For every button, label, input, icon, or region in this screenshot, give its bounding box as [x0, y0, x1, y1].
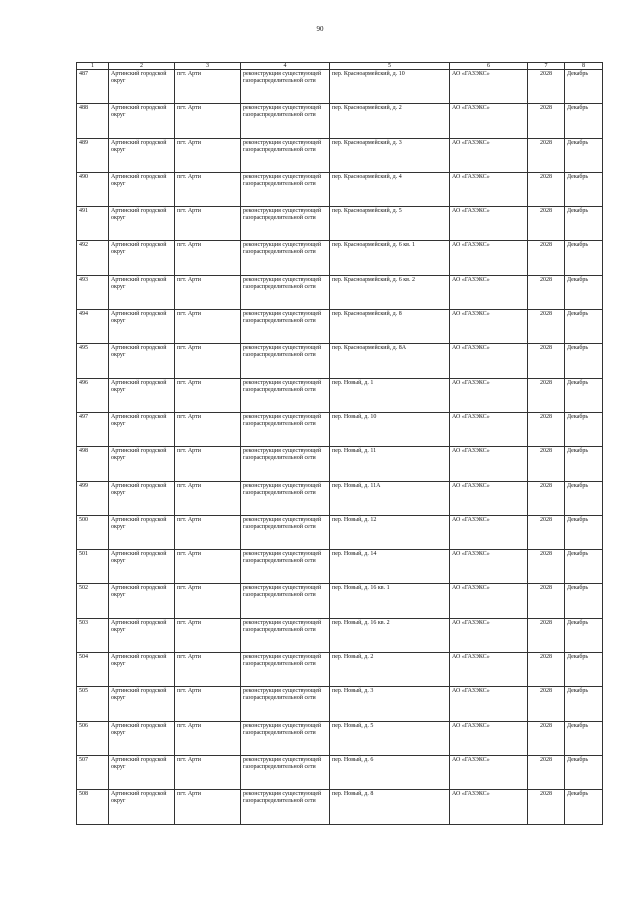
locality-cell: пгт. Арти	[175, 721, 241, 755]
table-row	[77, 584, 603, 618]
organization-cell: АО «ГАЗЭКС»	[450, 687, 528, 721]
district-cell: Артинский городской округ	[109, 550, 175, 584]
locality-cell: пгт. Арти	[175, 207, 241, 241]
row-number-cell: 490	[77, 172, 109, 206]
year-cell: 2028	[528, 412, 565, 446]
address-cell: пер. Красноармейский, д. 8	[330, 310, 450, 344]
work-type-cell: реконструкция существующей газораспределительной сети	[241, 653, 330, 687]
year-cell: 2028	[528, 584, 565, 618]
work-type-cell: реконструкция существующей газораспределительной сети	[241, 584, 330, 618]
district-cell: Артинский городской округ	[109, 104, 175, 138]
organization-cell: АО «ГАЗЭКС»	[450, 653, 528, 687]
work-type-cell: реконструкция существующей газораспределительной сети	[241, 790, 330, 824]
work-type-cell: реконструкция существующей газораспределительной сети	[241, 755, 330, 789]
work-type-cell: реконструкция существующей газораспределительной сети	[241, 344, 330, 378]
table-row	[77, 241, 603, 275]
organization-cell: АО «ГАЗЭКС»	[450, 550, 528, 584]
row-number-cell: 493	[77, 275, 109, 309]
year-cell: 2028	[528, 378, 565, 412]
district-cell: Артинский городской округ	[109, 138, 175, 172]
organization-cell: АО «ГАЗЭКС»	[450, 70, 528, 104]
organization-cell: АО «ГАЗЭКС»	[450, 584, 528, 618]
month-cell: Декабрь	[565, 618, 603, 652]
organization-cell: АО «ГАЗЭКС»	[450, 310, 528, 344]
year-cell: 2028	[528, 241, 565, 275]
organization-cell: АО «ГАЗЭКС»	[450, 104, 528, 138]
locality-cell: пгт. Арти	[175, 755, 241, 789]
row-number-cell: 491	[77, 207, 109, 241]
organization-cell: АО «ГАЗЭКС»	[450, 790, 528, 824]
address-cell: пер. Новый, д. 12	[330, 515, 450, 549]
year-cell: 2028	[528, 172, 565, 206]
address-cell: пер. Новый, д. 16 кв. 1	[330, 584, 450, 618]
district-cell: Артинский городской округ	[109, 687, 175, 721]
locality-cell: пгт. Арти	[175, 584, 241, 618]
table-body	[77, 70, 603, 825]
address-cell: пер. Красноармейский, д. 3	[330, 138, 450, 172]
address-cell: пер. Красноармейский, д. 6 кв. 1	[330, 241, 450, 275]
works-table	[76, 62, 603, 825]
organization-cell: АО «ГАЗЭКС»	[450, 481, 528, 515]
address-cell: пер. Красноармейский, д. 6 кв. 2	[330, 275, 450, 309]
row-number-cell: 498	[77, 447, 109, 481]
organization-cell: АО «ГАЗЭКС»	[450, 755, 528, 789]
table-row	[77, 515, 603, 549]
district-cell: Артинский городской округ	[109, 412, 175, 446]
month-cell: Декабрь	[565, 310, 603, 344]
address-cell: пер. Новый, д. 11А	[330, 481, 450, 515]
table-row	[77, 275, 603, 309]
district-cell: Артинский городской округ	[109, 515, 175, 549]
table-row	[77, 378, 603, 412]
column-number: 7	[528, 63, 565, 70]
locality-cell: пгт. Арти	[175, 515, 241, 549]
locality-cell: пгт. Арти	[175, 550, 241, 584]
column-number-row	[77, 63, 603, 70]
month-cell: Декабрь	[565, 138, 603, 172]
table-row	[77, 412, 603, 446]
address-cell: пер. Новый, д. 1	[330, 378, 450, 412]
work-type-cell: реконструкция существующей газораспределительной сети	[241, 412, 330, 446]
row-number-cell: 500	[77, 515, 109, 549]
organization-cell: АО «ГАЗЭКС»	[450, 721, 528, 755]
month-cell: Декабрь	[565, 481, 603, 515]
table-row	[77, 653, 603, 687]
district-cell: Артинский городской округ	[109, 721, 175, 755]
work-type-cell: реконструкция существующей газораспределительной сети	[241, 481, 330, 515]
column-number: 8	[565, 63, 603, 70]
locality-cell: пгт. Арти	[175, 412, 241, 446]
work-type-cell: реконструкция существующей газораспределительной сети	[241, 447, 330, 481]
district-cell: Артинский городской округ	[109, 344, 175, 378]
year-cell: 2028	[528, 790, 565, 824]
column-number: 4	[241, 63, 330, 70]
column-number: 6	[450, 63, 528, 70]
row-number-cell: 499	[77, 481, 109, 515]
row-number-cell: 507	[77, 755, 109, 789]
locality-cell: пгт. Арти	[175, 138, 241, 172]
work-type-cell: реконструкция существующей газораспределительной сети	[241, 275, 330, 309]
row-number-cell: 489	[77, 138, 109, 172]
row-number-cell: 488	[77, 104, 109, 138]
address-cell: пер. Красноармейский, д. 5	[330, 207, 450, 241]
month-cell: Декабрь	[565, 344, 603, 378]
year-cell: 2028	[528, 344, 565, 378]
year-cell: 2028	[528, 447, 565, 481]
district-cell: Артинский городской округ	[109, 447, 175, 481]
address-cell: пер. Новый, д. 10	[330, 412, 450, 446]
year-cell: 2028	[528, 275, 565, 309]
row-number-cell: 497	[77, 412, 109, 446]
locality-cell: пгт. Арти	[175, 310, 241, 344]
year-cell: 2028	[528, 207, 565, 241]
column-number: 2	[109, 63, 175, 70]
table-row	[77, 790, 603, 824]
month-cell: Декабрь	[565, 207, 603, 241]
month-cell: Декабрь	[565, 653, 603, 687]
table-row	[77, 618, 603, 652]
month-cell: Декабрь	[565, 790, 603, 824]
locality-cell: пгт. Арти	[175, 481, 241, 515]
month-cell: Декабрь	[565, 275, 603, 309]
organization-cell: АО «ГАЗЭКС»	[450, 515, 528, 549]
table-row	[77, 344, 603, 378]
district-cell: Артинский городской округ	[109, 172, 175, 206]
locality-cell: пгт. Арти	[175, 790, 241, 824]
column-number: 3	[175, 63, 241, 70]
month-cell: Декабрь	[565, 515, 603, 549]
row-number-cell: 501	[77, 550, 109, 584]
work-type-cell: реконструкция существующей газораспределительной сети	[241, 687, 330, 721]
district-cell: Артинский городской округ	[109, 275, 175, 309]
row-number-cell: 502	[77, 584, 109, 618]
year-cell: 2028	[528, 104, 565, 138]
month-cell: Декабрь	[565, 447, 603, 481]
work-type-cell: реконструкция существующей газораспределительной сети	[241, 515, 330, 549]
row-number-cell: 496	[77, 378, 109, 412]
district-cell: Артинский городской округ	[109, 755, 175, 789]
address-cell: пер. Новый, д. 2	[330, 653, 450, 687]
work-type-cell: реконструкция существующей газораспределительной сети	[241, 104, 330, 138]
locality-cell: пгт. Арти	[175, 172, 241, 206]
row-number-cell: 506	[77, 721, 109, 755]
row-number-cell: 508	[77, 790, 109, 824]
locality-cell: пгт. Арти	[175, 618, 241, 652]
table-row	[77, 721, 603, 755]
row-number-cell: 495	[77, 344, 109, 378]
year-cell: 2028	[528, 70, 565, 104]
work-type-cell: реконструкция существующей газораспределительной сети	[241, 207, 330, 241]
row-number-cell: 503	[77, 618, 109, 652]
table-row	[77, 70, 603, 104]
work-type-cell: реконструкция существующей газораспределительной сети	[241, 378, 330, 412]
month-cell: Декабрь	[565, 550, 603, 584]
month-cell: Декабрь	[565, 412, 603, 446]
row-number-cell: 494	[77, 310, 109, 344]
table-row	[77, 755, 603, 789]
district-cell: Артинский городской округ	[109, 584, 175, 618]
district-cell: Артинский городской округ	[109, 241, 175, 275]
work-type-cell: реконструкция существующей газораспределительной сети	[241, 618, 330, 652]
work-type-cell: реконструкция существующей газораспределительной сети	[241, 721, 330, 755]
year-cell: 2028	[528, 515, 565, 549]
district-cell: Артинский городской округ	[109, 207, 175, 241]
locality-cell: пгт. Арти	[175, 70, 241, 104]
year-cell: 2028	[528, 687, 565, 721]
locality-cell: пгт. Арти	[175, 344, 241, 378]
table-row	[77, 481, 603, 515]
district-cell: Артинский городской округ	[109, 310, 175, 344]
locality-cell: пгт. Арти	[175, 687, 241, 721]
table-row	[77, 687, 603, 721]
address-cell: пер. Новый, д. 8	[330, 790, 450, 824]
year-cell: 2028	[528, 550, 565, 584]
address-cell: пер. Новый, д. 5	[330, 721, 450, 755]
organization-cell: АО «ГАЗЭКС»	[450, 344, 528, 378]
row-number-cell: 487	[77, 70, 109, 104]
address-cell: пер. Новый, д. 3	[330, 687, 450, 721]
district-cell: Артинский городской округ	[109, 790, 175, 824]
organization-cell: АО «ГАЗЭКС»	[450, 207, 528, 241]
organization-cell: АО «ГАЗЭКС»	[450, 275, 528, 309]
district-cell: Артинский городской округ	[109, 378, 175, 412]
year-cell: 2028	[528, 138, 565, 172]
table-row	[77, 172, 603, 206]
page-number: 90	[316, 25, 324, 33]
work-type-cell: реконструкция существующей газораспределительной сети	[241, 172, 330, 206]
organization-cell: АО «ГАЗЭКС»	[450, 138, 528, 172]
organization-cell: АО «ГАЗЭКС»	[450, 241, 528, 275]
year-cell: 2028	[528, 618, 565, 652]
organization-cell: АО «ГАЗЭКС»	[450, 378, 528, 412]
column-number: 5	[330, 63, 450, 70]
address-cell: пер. Новый, д. 11	[330, 447, 450, 481]
month-cell: Декабрь	[565, 755, 603, 789]
table-row	[77, 207, 603, 241]
table-row	[77, 104, 603, 138]
month-cell: Декабрь	[565, 70, 603, 104]
year-cell: 2028	[528, 310, 565, 344]
address-cell: пер. Новый, д. 6	[330, 755, 450, 789]
address-cell: пер. Красноармейский, д. 4	[330, 172, 450, 206]
month-cell: Декабрь	[565, 104, 603, 138]
table-row	[77, 138, 603, 172]
work-type-cell: реконструкция существующей газораспределительной сети	[241, 241, 330, 275]
month-cell: Декабрь	[565, 378, 603, 412]
work-type-cell: реконструкция существующей газораспределительной сети	[241, 310, 330, 344]
work-type-cell: реконструкция существующей газораспределительной сети	[241, 550, 330, 584]
organization-cell: АО «ГАЗЭКС»	[450, 172, 528, 206]
row-number-cell: 505	[77, 687, 109, 721]
district-cell: Артинский городской округ	[109, 70, 175, 104]
address-cell: пер. Новый, д. 16 кв. 2	[330, 618, 450, 652]
address-cell: пер. Красноармейский, д. 2	[330, 104, 450, 138]
locality-cell: пгт. Арти	[175, 447, 241, 481]
month-cell: Декабрь	[565, 172, 603, 206]
month-cell: Декабрь	[565, 721, 603, 755]
organization-cell: АО «ГАЗЭКС»	[450, 618, 528, 652]
table-row	[77, 310, 603, 344]
district-cell: Артинский городской округ	[109, 481, 175, 515]
address-cell: пер. Новый, д. 14	[330, 550, 450, 584]
locality-cell: пгт. Арти	[175, 104, 241, 138]
locality-cell: пгт. Арти	[175, 653, 241, 687]
work-type-cell: реконструкция существующей газораспределительной сети	[241, 138, 330, 172]
district-cell: Артинский городской округ	[109, 653, 175, 687]
work-type-cell: реконструкция существующей газораспределительной сети	[241, 70, 330, 104]
month-cell: Декабрь	[565, 687, 603, 721]
table-row	[77, 447, 603, 481]
year-cell: 2028	[528, 755, 565, 789]
table-row	[77, 550, 603, 584]
year-cell: 2028	[528, 721, 565, 755]
locality-cell: пгт. Арти	[175, 275, 241, 309]
locality-cell: пгт. Арти	[175, 378, 241, 412]
column-number: 1	[77, 63, 109, 70]
locality-cell: пгт. Арти	[175, 241, 241, 275]
year-cell: 2028	[528, 481, 565, 515]
year-cell: 2028	[528, 653, 565, 687]
row-number-cell: 492	[77, 241, 109, 275]
organization-cell: АО «ГАЗЭКС»	[450, 412, 528, 446]
district-cell: Артинский городской округ	[109, 618, 175, 652]
organization-cell: АО «ГАЗЭКС»	[450, 447, 528, 481]
month-cell: Декабрь	[565, 584, 603, 618]
address-cell: пер. Красноармейский, д. 10	[330, 70, 450, 104]
month-cell: Декабрь	[565, 241, 603, 275]
row-number-cell: 504	[77, 653, 109, 687]
address-cell: пер. Красноармейский, д. 8А	[330, 344, 450, 378]
